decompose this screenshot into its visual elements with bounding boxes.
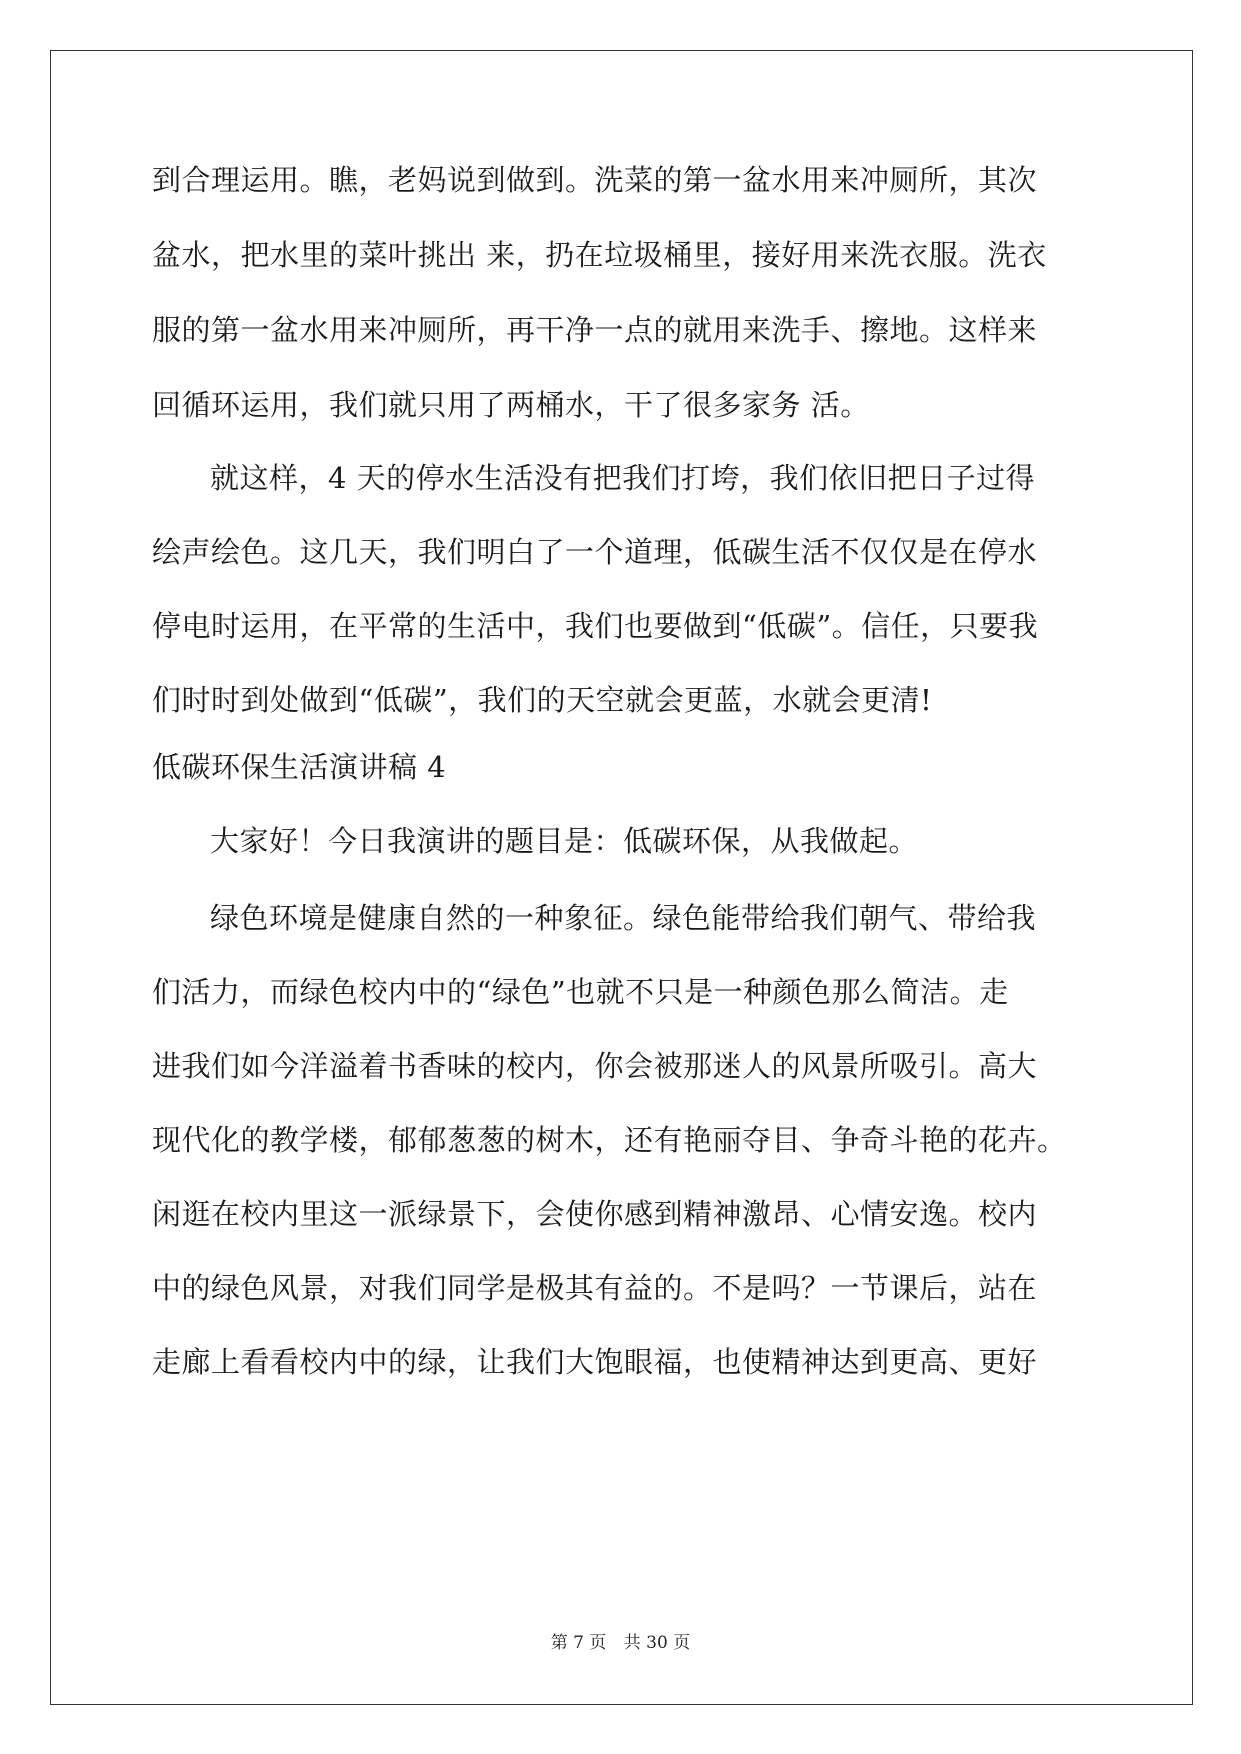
text-line: 闲逛在校内里这一派绿景下，会使你感到精神激昂、心情安逸。校内 [152,1197,1038,1231]
paragraph-first-line: 大家好！今日我演讲的题目是：低碳环保，从我做起。 [210,824,919,858]
text-line: 回循环运用，我们就只用了两桶水，干了很多家务 活。 [152,388,870,422]
text-line: 停电时运用，在平常的生活中，我们也要做到“低碳”。信任，只要我 [152,609,1039,643]
text-line: 到合理运用。瞧，老妈说到做到。洗菜的第一盆水用来冲厕所，其次 [152,163,1038,197]
page-footer [0,1632,1241,1654]
paragraph-first-line: 绿色环境是健康自然的一种象征。绿色能带给我们朝气、带给我 [210,901,1037,935]
text-line: 中的绿色风景，对我们同学是极其有益的。不是吗？一节课后，站在 [152,1271,1038,1305]
text-line: 盆水，把水里的菜叶挑出 来，扔在垃圾桶里，接好用来洗衣服。洗衣 [152,238,1047,272]
text-line: 们时时到处做到“低碳”，我们的天空就会更蓝，水就会更清! [152,683,933,717]
text-line: 服的第一盆水用来冲厕所，再干净一点的就用来洗手、擦地。这样来 [152,313,1038,347]
section-heading: 低碳环保生活演讲稿 4 [152,750,447,784]
page-frame [50,50,1193,1705]
page-total: 共 30 页 [623,1633,691,1653]
text-line: 进我们如今洋溢着书香味的校内，你会被那迷人的风景所吸引。高大 [152,1049,1038,1083]
text-line: 现代化的教学楼，郁郁葱葱的树木，还有艳丽夺目、争奇斗艳的花卉。 [152,1123,1067,1157]
text-line: 们活力，而绿色校内中的“绿色”也就不只是一种颜色那么简洁。走 [152,975,1009,1009]
text-line: 绘声绘色。这几天，我们明白了一个道理，低碳生活不仅仅是在停水 [152,535,1038,569]
page-number: 第 7 页 [550,1633,607,1653]
paragraph-first-line: 就这样，4 天的停水生活没有把我们打垮，我们依旧把日子过得 [210,461,1036,495]
text-line: 走廊上看看校内中的绿，让我们大饱眼福，也使精神达到更高、更好 [152,1345,1038,1379]
